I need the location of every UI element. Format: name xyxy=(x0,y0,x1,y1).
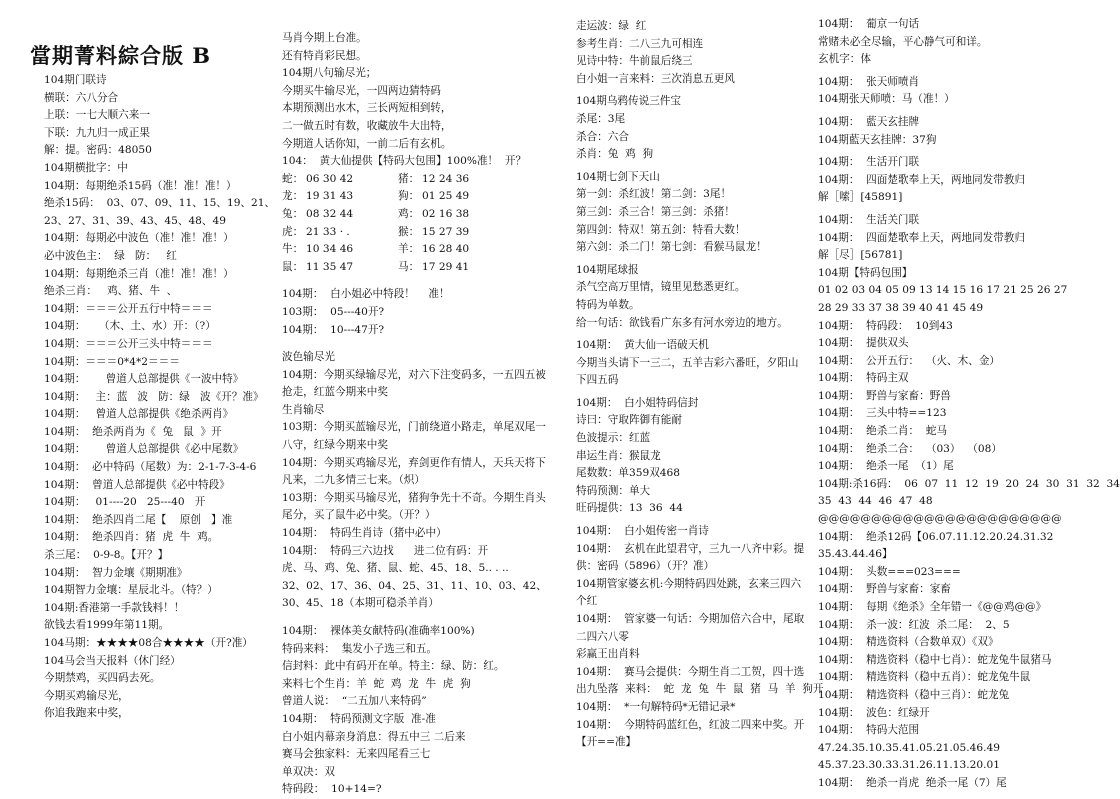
zodiac-cell: 01 25 49 xyxy=(422,190,470,203)
zodiac-cell: 虎： xyxy=(282,225,304,238)
text-line: 104期： 绝杀二肖： 蛇马 xyxy=(818,425,948,438)
text-line: 给一句话：欲钱看广东多有河水旁边的地方。 xyxy=(576,316,788,329)
column-1 xyxy=(44,72,276,723)
text-line: 今期买牛输尽光，一四两边猜特码 xyxy=(282,84,441,97)
text-line: 旺码提供：13 36 44 xyxy=(576,502,683,515)
text-line: 104期：今期买鸡输尽光，弃剑更作有情人，天兵天将下 xyxy=(282,456,546,469)
zodiac-cell: 11 35 47 xyxy=(306,260,354,273)
zodiac-cell: 12 24 36 xyxy=(422,172,470,185)
text-line: 104期横批字：中 xyxy=(44,161,128,174)
text-line: 解［尽］[56781] xyxy=(818,249,903,262)
text-line: 45.37.23.30.33.31.26.11.13.20.01 xyxy=(818,759,1000,772)
text-line: 第四剑：特双！第五剑：特看大数！ xyxy=(576,223,746,236)
text-line: 104期： 特码生肖诗（猪中必中） xyxy=(282,527,447,540)
text-line: 104期： 精选资料（稳中五肖）：蛇龙兔牛鼠 xyxy=(818,671,1031,684)
text-line: 本期预测出水木，三长两短相到转， xyxy=(282,102,452,115)
text-line: 供：密码（5896）（开？准） xyxy=(576,560,715,573)
text-line: 104期： 特码主双 xyxy=(818,372,909,385)
zodiac-cell: 16 28 40 xyxy=(422,243,470,256)
text-line: 104期：＝＝＝公开三头中特＝＝＝ xyxy=(44,337,213,350)
column-3 xyxy=(576,18,824,752)
text-line: 104期： 绝杀12码【06.07.11.12.20.24.31.32 xyxy=(818,530,1054,543)
text-line: 104期： 葡京一句话 xyxy=(818,18,920,30)
zodiac-row xyxy=(282,188,514,206)
zodiac-cell: 蛇： xyxy=(282,172,304,185)
text-line: 杀尾：3尾 xyxy=(576,112,626,125)
text-line: 104期八句输尽光； xyxy=(282,67,377,80)
text-line: 104期： 波色：红绿开 xyxy=(818,706,930,719)
text-line: 104期： 特码段： 10到43 xyxy=(818,319,953,332)
zodiac-cell: 10 34 46 xyxy=(306,243,354,256)
text-line: 杀三尾： 0-9-8。【开？】 xyxy=(44,549,169,562)
text-line: 104期： 特码预测文字版 准-准 xyxy=(282,712,436,725)
text-line: 104期： 管家婆一句话：今期加倍六合中，尾取 xyxy=(576,613,805,625)
text-line: 104期：每期绝杀三肖（准！准！准！） xyxy=(44,267,234,280)
text-line: 出九坠落 来料： 蛇 龙 兔 牛 鼠 猪 马 羊 狗开 xyxy=(576,683,824,696)
zodiac-cell: 兔： xyxy=(282,207,304,220)
text-line: 信封料：此中有码开在单。特主：绿、防：红。 xyxy=(282,660,505,673)
text-line: 104期： 野兽与家畜：家畜 xyxy=(818,583,951,596)
text-line: 下四五码 xyxy=(576,374,619,387)
text-line: 104期： 主：蓝 波 防：绿 波《开？准》 xyxy=(44,390,264,403)
text-line: 色波提示：红蓝 xyxy=(576,432,651,445)
text-line: 104期：＝＝＝公开五行中特＝＝＝ xyxy=(44,302,213,315)
text-line: 104期： 10---47开? xyxy=(282,323,385,336)
text-line: 104期： 黄大仙一语破天机 xyxy=(576,339,709,352)
text-line: 解［嗦］[45891] xyxy=(818,191,903,204)
text-line: 下联：九九归一成正果 xyxy=(44,126,150,139)
text-line: 今期买鸡输尽光， xyxy=(44,689,129,702)
text-line: 104期： 绝杀一肖虎 绝杀一尾（7）尾 xyxy=(818,776,1007,789)
text-line: 特码段： 10+14=? xyxy=(282,783,382,796)
text-line: 104期： 三头中特==123 xyxy=(818,407,947,420)
zodiac-cell: 狗： xyxy=(398,190,420,203)
text-line: 【开==准】 xyxy=(576,736,637,749)
text-line: 104期： 绝杀四肖：猪 虎 牛 鸡。 xyxy=(44,531,219,544)
zodiac-cell: 猪： xyxy=(398,172,420,185)
text-line: 今期当头请下一三二，五羊吉彩六番旺，夕阳山 xyxy=(576,356,799,369)
text-line: 104期： 特码大范围 xyxy=(818,724,920,737)
text-line: 104马会当天报料（休门经） xyxy=(44,654,181,667)
text-line: 104期： 四面楚歌奉上天，两地同发带教归 xyxy=(818,231,1026,244)
zodiac-cell: 02 16 38 xyxy=(422,207,470,220)
text-line: 104期： 野兽与家畜：野兽 xyxy=(818,389,951,402)
text-line: 104期： 裸体美女献特码(准确率100%) xyxy=(282,625,475,637)
text-line: 生肖输尽 xyxy=(282,403,325,416)
text-line: 还有特肖彩民想。 xyxy=(282,49,367,62)
text-line: 赛马会独家料：无来四尾看三七 xyxy=(282,748,431,761)
text-line: 104期： 今期特码蓝红色，红波二四来中奖。开 xyxy=(576,718,805,731)
column-4 xyxy=(818,16,1120,793)
text-line: 104期： 曾道人总部提供《绝杀两肖》 xyxy=(44,408,234,421)
text-line: 104期： 赛马会提供：今期生肖二工贺，四十选 xyxy=(576,665,805,678)
text-line: 走运波：绿 红 xyxy=(576,20,647,32)
text-line: 104： 黄大仙提供【特码大包围】100%准！ 开？ xyxy=(282,155,527,168)
text-line: 单双决：双 xyxy=(282,765,335,778)
text-line: 104期： 四面楚歌奉上天，两地同发带教归 xyxy=(818,173,1026,186)
text-line: 彩赢王出肖料 xyxy=(576,648,640,661)
text-line: 104期门联诗 xyxy=(44,74,107,86)
text-line: 个红 xyxy=(576,595,598,608)
text-line: 虎、马、鸡、兔、猪、鼠、蛇、45、18、5.. . .. xyxy=(282,562,509,575)
text-line: 第三剑：杀三合！第三剑：杀猪！ xyxy=(576,205,735,218)
text-line: 103期： 05---40开? xyxy=(282,305,385,318)
zodiac-cell: 牛： xyxy=(282,243,304,256)
zodiac-cell: 19 31 43 xyxy=(306,190,354,203)
zodiac-row xyxy=(282,241,514,259)
zodiac-cell: 鼠： xyxy=(282,260,304,273)
text-line: 104期： 精选资料（合数单双）《双》 xyxy=(818,636,999,649)
text-line: 今期禁鸡，买四码去死。 xyxy=(44,672,161,685)
text-line: 104期尾球报 xyxy=(576,263,639,276)
text-line: 凡来，二九多情三七来。（炽） xyxy=(282,474,426,487)
text-line: 104期：每期绝杀15码（准！准！准！） xyxy=(44,179,237,192)
text-line: 104期： 曾道人总部提供《必中尾数》 xyxy=(44,443,244,456)
text-line: 104期智力金壤：星辰北斗。（特？） xyxy=(44,584,218,597)
zodiac-cell: 17 29 41 xyxy=(422,260,470,273)
zodiac-row xyxy=(282,259,514,277)
zodiac-cell: 鸡： xyxy=(398,207,420,220)
text-line: 104期藍天玄挂牌：37狗 xyxy=(818,133,937,146)
text-line: 二四六八零 xyxy=(576,630,629,643)
text-line: 104期：今期买绿输尽光，对六下注变码多，一五四五被 xyxy=(282,368,546,381)
text-line: 104期乌鸦传说三件宝 xyxy=(576,95,681,108)
text-line: 35.43.44.46】 xyxy=(818,548,893,561)
text-line: 曾道人说： “二五加八来特码” xyxy=(282,695,427,708)
zodiac-row xyxy=(282,224,514,242)
text-line: 你追我跑来中奖， xyxy=(44,707,129,720)
text-line: 参考生肖：二八三九可相连 xyxy=(576,37,704,50)
text-line: 八守，红绿今期来中奖 xyxy=(282,439,388,452)
text-line: 杀肖：兔 鸡 狗 xyxy=(576,148,654,161)
zodiac-number-table xyxy=(282,171,514,277)
text-line: 104马期：★★★★08合★★★★（开?准） xyxy=(44,637,253,649)
text-line: 32、02、17、36、04、25、31、11、10、03、42、 xyxy=(282,579,547,592)
text-line: 104期： 白小姐特码信封 xyxy=(576,396,699,409)
zodiac-cell: 马： xyxy=(398,260,420,273)
text-line: 尾分，买了鼠牛必中奖。（开？） xyxy=(282,509,436,522)
text-line: 串运生肖：猴鼠龙 xyxy=(576,449,661,462)
text-line: 104期： 精选资料（稳中三肖）：蛇龙兔 xyxy=(818,688,1010,701)
zodiac-cell: 猴： xyxy=(398,225,420,238)
zodiac-cell: 06 30 42 xyxy=(306,172,354,185)
text-line: 104期： （木、土、水）开：（?） xyxy=(44,320,216,333)
text-line: 来料七个生肖：羊 蛇 鸡 龙 牛 虎 狗 xyxy=(282,677,471,690)
text-line: 104期： 绝杀二合： （03） （08） xyxy=(818,442,1002,455)
text-line: 104期： 曾道人总部提供《一波中特》 xyxy=(44,373,244,386)
text-line: 诗曰：守取阵御有能耐 xyxy=(576,414,682,427)
text-line: 104期：＝＝＝0*4*2＝＝＝ xyxy=(44,355,180,368)
text-line: 见诗中特：牛前鼠后绕三 xyxy=(576,55,693,68)
text-line: 104期： 曾道人总部提供《必中特段》 xyxy=(44,478,230,491)
text-line: 104期： 张天师喷肖 xyxy=(818,75,920,88)
text-line: 特码为单数。 xyxy=(576,298,640,311)
text-line: 横联：六八分合 xyxy=(44,91,119,104)
zodiac-cell: 羊： xyxy=(398,243,420,256)
text-line: 104期： 智力金壤《期期准》 xyxy=(44,566,188,579)
text-line: 104期： 玄机在此望君守，三九一八齐中彩。提 xyxy=(576,542,805,555)
text-line: 杀合：六合 xyxy=(576,130,629,143)
text-line: 尾数数：单359双468 xyxy=(576,467,681,480)
text-line: 白小姐一言来料：三次消息五更风 xyxy=(576,72,735,85)
text-line: 30、45、18（本期可稳杀羊肖） xyxy=(282,597,439,610)
text-line: 104期： 生活开门联 xyxy=(818,156,920,169)
text-line: 01 02 03 04 05 09 13 14 15 16 17 21 25 26 27 xyxy=(818,284,1068,297)
text-line: 解：提。密码：48050 xyxy=(44,144,152,157)
text-line: 104期管家婆玄机:今期特码四处跳，玄来三四六 xyxy=(576,577,802,590)
text-line: 特码来料： 集发小子选三和五。 xyxy=(282,642,438,655)
text-line: 104期： 精选资料（稳中七肖）：蛇龙兔牛鼠猪马 xyxy=(818,653,1052,666)
text-line: 23、27、31、39、43、45、48、49 xyxy=(44,214,226,227)
zodiac-row xyxy=(282,206,514,224)
text-line: 绝杀15码： 03、07、09、11、15、19、21、 xyxy=(44,197,276,210)
text-line: 104期： 每期《绝杀》全年错一《@@鸡@@》 xyxy=(818,601,1047,613)
text-line: 波色输尽光 xyxy=(282,351,335,364)
text-line: 玄机字：体 xyxy=(818,53,871,66)
text-line: 104期： 杀一波：红波 杀二尾： 2、5 xyxy=(818,618,1010,631)
text-line: 抢走，红蓝今期来中奖 xyxy=(282,386,388,399)
text-line: 104期： 提供双头 xyxy=(818,337,909,350)
text-line: 104期： 绝杀四肖二尾【 原创 】准 xyxy=(44,513,233,526)
text-line: 104期： 藍天玄挂牌 xyxy=(818,115,920,128)
zodiac-row xyxy=(282,171,514,189)
text-line: @@@@@@@@@@@@@@@@@@@@@@@ xyxy=(818,513,1062,526)
text-line: 104期： 白小姐必中特段！ 准！ xyxy=(282,288,450,301)
text-line: 103期：今期买马输尽光，猪狗争先十不奇。今期生肖头 xyxy=(282,491,546,504)
text-line: 上联：一七大顺六来一 xyxy=(44,109,150,122)
text-line: 104期:杀16码： 06 07 11 12 19 20 24 30 31 32 34 xyxy=(818,477,1120,490)
text-line: 104期： 生活关门联 xyxy=(818,213,920,226)
text-line: 常赌未必全尽输，平心静气可和详。 xyxy=(818,35,988,48)
text-line: 杀气空高万里情，镜里见愁悉更红。 xyxy=(576,281,746,294)
text-line: 47.24.35.10.35.41.05.21.05.46.49 xyxy=(818,741,1000,754)
text-line: 104期:香港第一手款钱料！！ xyxy=(44,601,185,614)
text-line: 104期： 绝杀一尾 （1）尾 xyxy=(818,460,954,473)
text-line: 马肖今期上台准。 xyxy=(282,32,367,44)
text-line: 特码预测：单大 xyxy=(576,484,651,497)
column-2 xyxy=(282,30,554,799)
text-line: 104期： 头数===023=== xyxy=(818,565,961,578)
text-line: 104期： 绝杀两肖为《 兔 鼠 》开 xyxy=(44,425,222,438)
zodiac-cell: 21 33 · . xyxy=(306,225,350,238)
text-line: 104期： 公开五行： （火、木、金） xyxy=(818,354,1001,367)
text-line: 二一做五时有数，收藏放牛大出特， xyxy=(282,119,452,132)
text-line: 第一剑：杀红波！第二剑：3尾！ xyxy=(576,188,732,201)
page-title: 當期菁料綜合版 B xyxy=(30,43,212,68)
zodiac-cell: 08 32 44 xyxy=(306,207,354,220)
text-line: 104期： 特码三六边找 进二位有码：开 xyxy=(282,544,489,557)
text-line: 104期七剑下天山 xyxy=(576,170,660,183)
text-line: 104期： 白小姐传密一肖诗 xyxy=(576,525,709,538)
text-line: 28 29 33 37 38 39 40 41 45 49 xyxy=(818,301,984,314)
text-line: 104期： 01----20 25---40 开 xyxy=(44,496,206,509)
text-line: 必中波色主： 绿 防： 红 xyxy=(44,249,177,262)
text-line: 绝杀三肖： 鸡、猪、牛 、 xyxy=(44,285,178,298)
text-line: 104期： 必中特码（尾数）为：2-1-7-3-4-6 xyxy=(44,461,257,474)
zodiac-cell: 15 27 39 xyxy=(422,225,470,238)
text-line: 104期【特码包围】 xyxy=(818,266,913,279)
text-line: 第六剑：杀二门！第七剑：看猴马鼠龙！ xyxy=(576,241,767,254)
text-line: 104期： *一句解特码*无错记录* xyxy=(576,700,736,713)
text-line: 今期道人话你知，一前二后有玄机。 xyxy=(282,137,452,150)
text-line: 104期：每期必中波色（准！准！准！） xyxy=(44,232,234,245)
text-line: 103期：今期买蓝输尽光，门前绕道小路走，单尾双尾一 xyxy=(282,421,546,434)
text-line: 白小姐内幕亲身消息：得五中三 二后来 xyxy=(282,730,466,743)
text-line: 欲钱去看1999年第11期。 xyxy=(44,619,170,632)
zodiac-cell: 龙： xyxy=(282,190,304,203)
text-line: 104期张天师喷：马（准！） xyxy=(818,93,955,106)
text-line: 35 43 44 46 47 48 xyxy=(818,495,933,508)
